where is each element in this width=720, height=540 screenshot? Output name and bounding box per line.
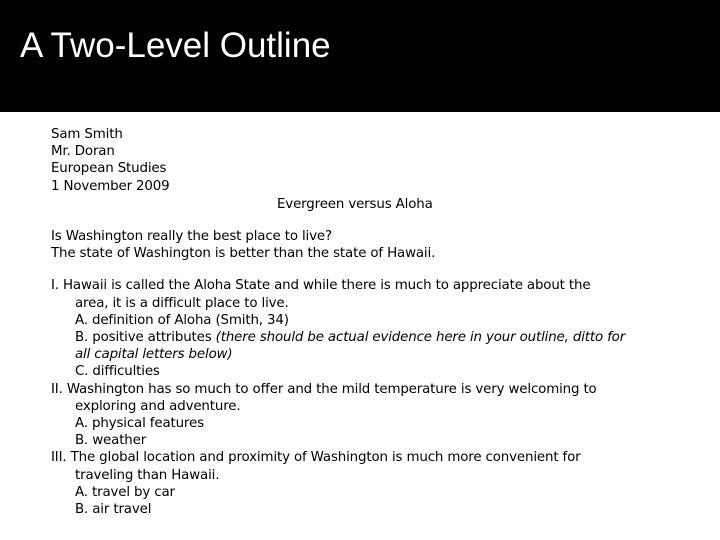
outline-point-text: Hawaii is called the Aloha State and while there is much to appreciate about the bbox=[63, 278, 591, 294]
subpoint-text: B. positive attributes bbox=[75, 330, 216, 346]
outline-point-text-continued: traveling than Hawaii. bbox=[75, 467, 220, 483]
outline-point-2 bbox=[51, 381, 691, 415]
essay-title: Evergreen versus Aloha bbox=[277, 196, 433, 212]
outline-point-3 bbox=[51, 449, 691, 483]
subpoint-text: A. travel by car bbox=[75, 484, 175, 500]
thesis-statement: The state of Washington is better than the state of Hawaii. bbox=[51, 246, 436, 262]
outline bbox=[51, 277, 691, 518]
outline-subpoint bbox=[51, 484, 691, 501]
outline-point-text: The global location and proximity of Washington is much more convenient for bbox=[70, 450, 581, 466]
subpoint-text: B. weather bbox=[75, 433, 147, 449]
slide-body bbox=[51, 126, 691, 518]
outline-subpoint bbox=[51, 363, 691, 380]
student-name: Sam Smith bbox=[51, 127, 123, 142]
outline-numeral: III. bbox=[51, 450, 67, 466]
subpoint-text: C. difficulties bbox=[75, 364, 160, 380]
outline-subpoint bbox=[51, 432, 691, 449]
research-question: Is Washington really the best place to live? bbox=[51, 229, 332, 245]
outline-point-1 bbox=[51, 277, 691, 311]
outline-point-text-continued: exploring and adventure. bbox=[75, 398, 241, 414]
outline-subpoint bbox=[51, 501, 691, 518]
outline-subpoint bbox=[51, 312, 691, 329]
outline-subpoint bbox=[51, 329, 691, 363]
subpoint-text: A. definition of Aloha (Smith, 34) bbox=[75, 312, 289, 328]
course-name: European Studies bbox=[51, 161, 167, 177]
subpoint-text: A. physical features bbox=[75, 416, 204, 432]
outline-numeral: I. bbox=[51, 278, 59, 294]
title-bar bbox=[0, 0, 720, 112]
question-block bbox=[51, 228, 691, 262]
outline-point-text-continued: area, it is a difficult place to live. bbox=[75, 295, 289, 311]
outline-point-text: Washington has so much to offer and the mild temperature is very welcoming to bbox=[66, 381, 597, 397]
subpoint-text: B. air travel bbox=[75, 502, 152, 518]
outline-subpoint bbox=[51, 415, 691, 432]
instructor-note-continued: all capital letters below) bbox=[75, 347, 233, 363]
teacher-name: Mr. Doran bbox=[51, 144, 115, 160]
outline-numeral: II. bbox=[51, 381, 63, 397]
assignment-date: 1 November 2009 bbox=[51, 178, 170, 194]
mla-heading bbox=[51, 126, 691, 195]
slide-title: A Two-Level Outline bbox=[20, 26, 331, 65]
instructor-note: (there should be actual evidence here in your outline, ditto for bbox=[215, 330, 626, 346]
